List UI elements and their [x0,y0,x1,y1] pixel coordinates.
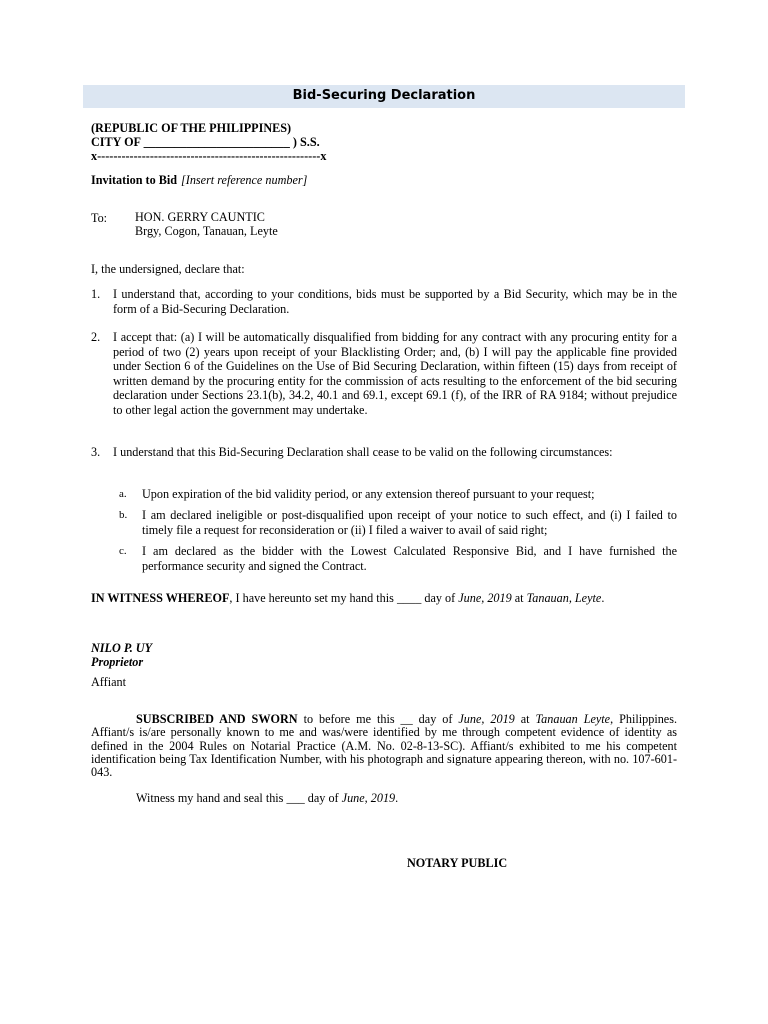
item-number: 1. [91,287,101,301]
witness-seal-text: . [395,791,399,805]
witness-date: June, 2019 [458,591,512,605]
to-label: To: [91,211,108,225]
jurat-place: Tanauan Leyte [535,712,611,726]
item-number: 3. [91,445,101,459]
jurat-date: June, 2019 [458,712,515,726]
jurat-paragraph [91,713,677,779]
jurat-heading: SUBSCRIBED AND SWORN [136,712,298,726]
declaration-item [91,330,677,418]
item-number: 2. [91,330,101,344]
affiant-title: Proprietor [91,654,144,669]
witness-seal-date: June, 2019 [341,791,396,805]
item-text: I accept that: (a) I will be automatically disqualified from bidding for any contract with any procuring entity for a period of two (2) years upon receipt of your Blacklisting Order; and, (b) I will pay the applicable fine provided under Section 6 of the Guidelines on the Use of Bid Securing Declaration, within fifteen (15) days from receipt of written demand by the procuring entity for the commission of acts resulting to the enforcement of the bid securing declaration under Sections 23.1(b), 34.2, 40.1 and 69.1, except 69.1 (f), of the IRR of RA 9184; without prejudice to other legal action the government may undertake. [113,330,677,417]
venue-header [91,122,326,163]
document-title: Bid-Securing Declaration [83,85,685,108]
declaration-item [91,445,677,460]
jurat-text: to before me this __ day of [297,712,459,726]
declaration-intro: I, the undersigned, declare that: [91,262,245,276]
sub-item-text: I am declared ineligible or post-disqualified upon receipt of your notice to such effect, and (i) I failed to timely file a request for reconsideration or (ii) I filed a waiver to avail of said right; [142,508,677,537]
witness-seal-line [136,791,398,806]
invitation-line [91,173,307,188]
item-text: I understand that this Bid-Securing Declaration shall cease to be valid on the following circumstances: [113,445,613,459]
addressee-address: Brgy, Cogon, Tanauan, Leyte [135,223,278,238]
witness-text: , I have hereunto set my hand this ____ day of [229,591,459,605]
witness-whereof-line [91,591,604,606]
sub-item [119,544,677,573]
witness-seal-text: Witness my hand and seal this ___ day of [136,791,342,805]
addressee-block [135,211,278,239]
item-text: I understand that, according to your conditions, bids must be supported by a Bid Security, which may be in the form of a Bid-Securing Declaration. [113,287,677,316]
witness-text: at [511,591,527,605]
sub-item-letter: b. [119,509,128,521]
affiant-signature-block [91,642,152,670]
city-line: CITY OF ________________________ ) S.S. [91,134,320,149]
invitation-reference: [Insert reference number] [181,173,308,187]
notary-public-label: NOTARY PUBLIC [407,856,508,870]
sub-item-text: Upon expiration of the bid validity period, or any extension thereof pursuant to your request; [142,487,595,501]
addressee-name: HON. GERRY CAUNTIC [135,210,265,224]
sub-item [119,487,677,502]
sub-item-letter: a. [119,488,127,500]
declaration-item [91,287,677,316]
sub-item-letter: c. [119,545,127,557]
affiant-label: Affiant [91,675,126,689]
sub-item [119,508,677,537]
witness-text: . [601,591,605,605]
witness-heading: IN WITNESS WHEREOF [91,591,230,605]
republic-line: (REPUBLIC OF THE PHILIPPINES) [91,121,292,135]
separator-line: x-------------------------------------------------------x [91,148,327,163]
jurat-text: , Philippines. Affiant/s is/are personally known to me and was/were identified by me through competent evidence of identity as defined in the 2004 Rules on Notarial Practice (A.M. No. 02-8-13-SC). Affiant/s exhibited to me his competent identification being Tax Identification Number, with his photograph and signature appearing thereon, with no. 107-601-043. [91,712,678,780]
affiant-name: NILO P. UY [91,641,153,655]
witness-place: Tanauan, Leyte [526,591,602,605]
invitation-label: Invitation to Bid [91,173,178,187]
jurat-text: at [514,712,536,726]
sub-item-text: I am declared as the bidder with the Lowest Calculated Responsive Bid, and I have furnished the performance security and signed the Contract. [142,544,677,573]
